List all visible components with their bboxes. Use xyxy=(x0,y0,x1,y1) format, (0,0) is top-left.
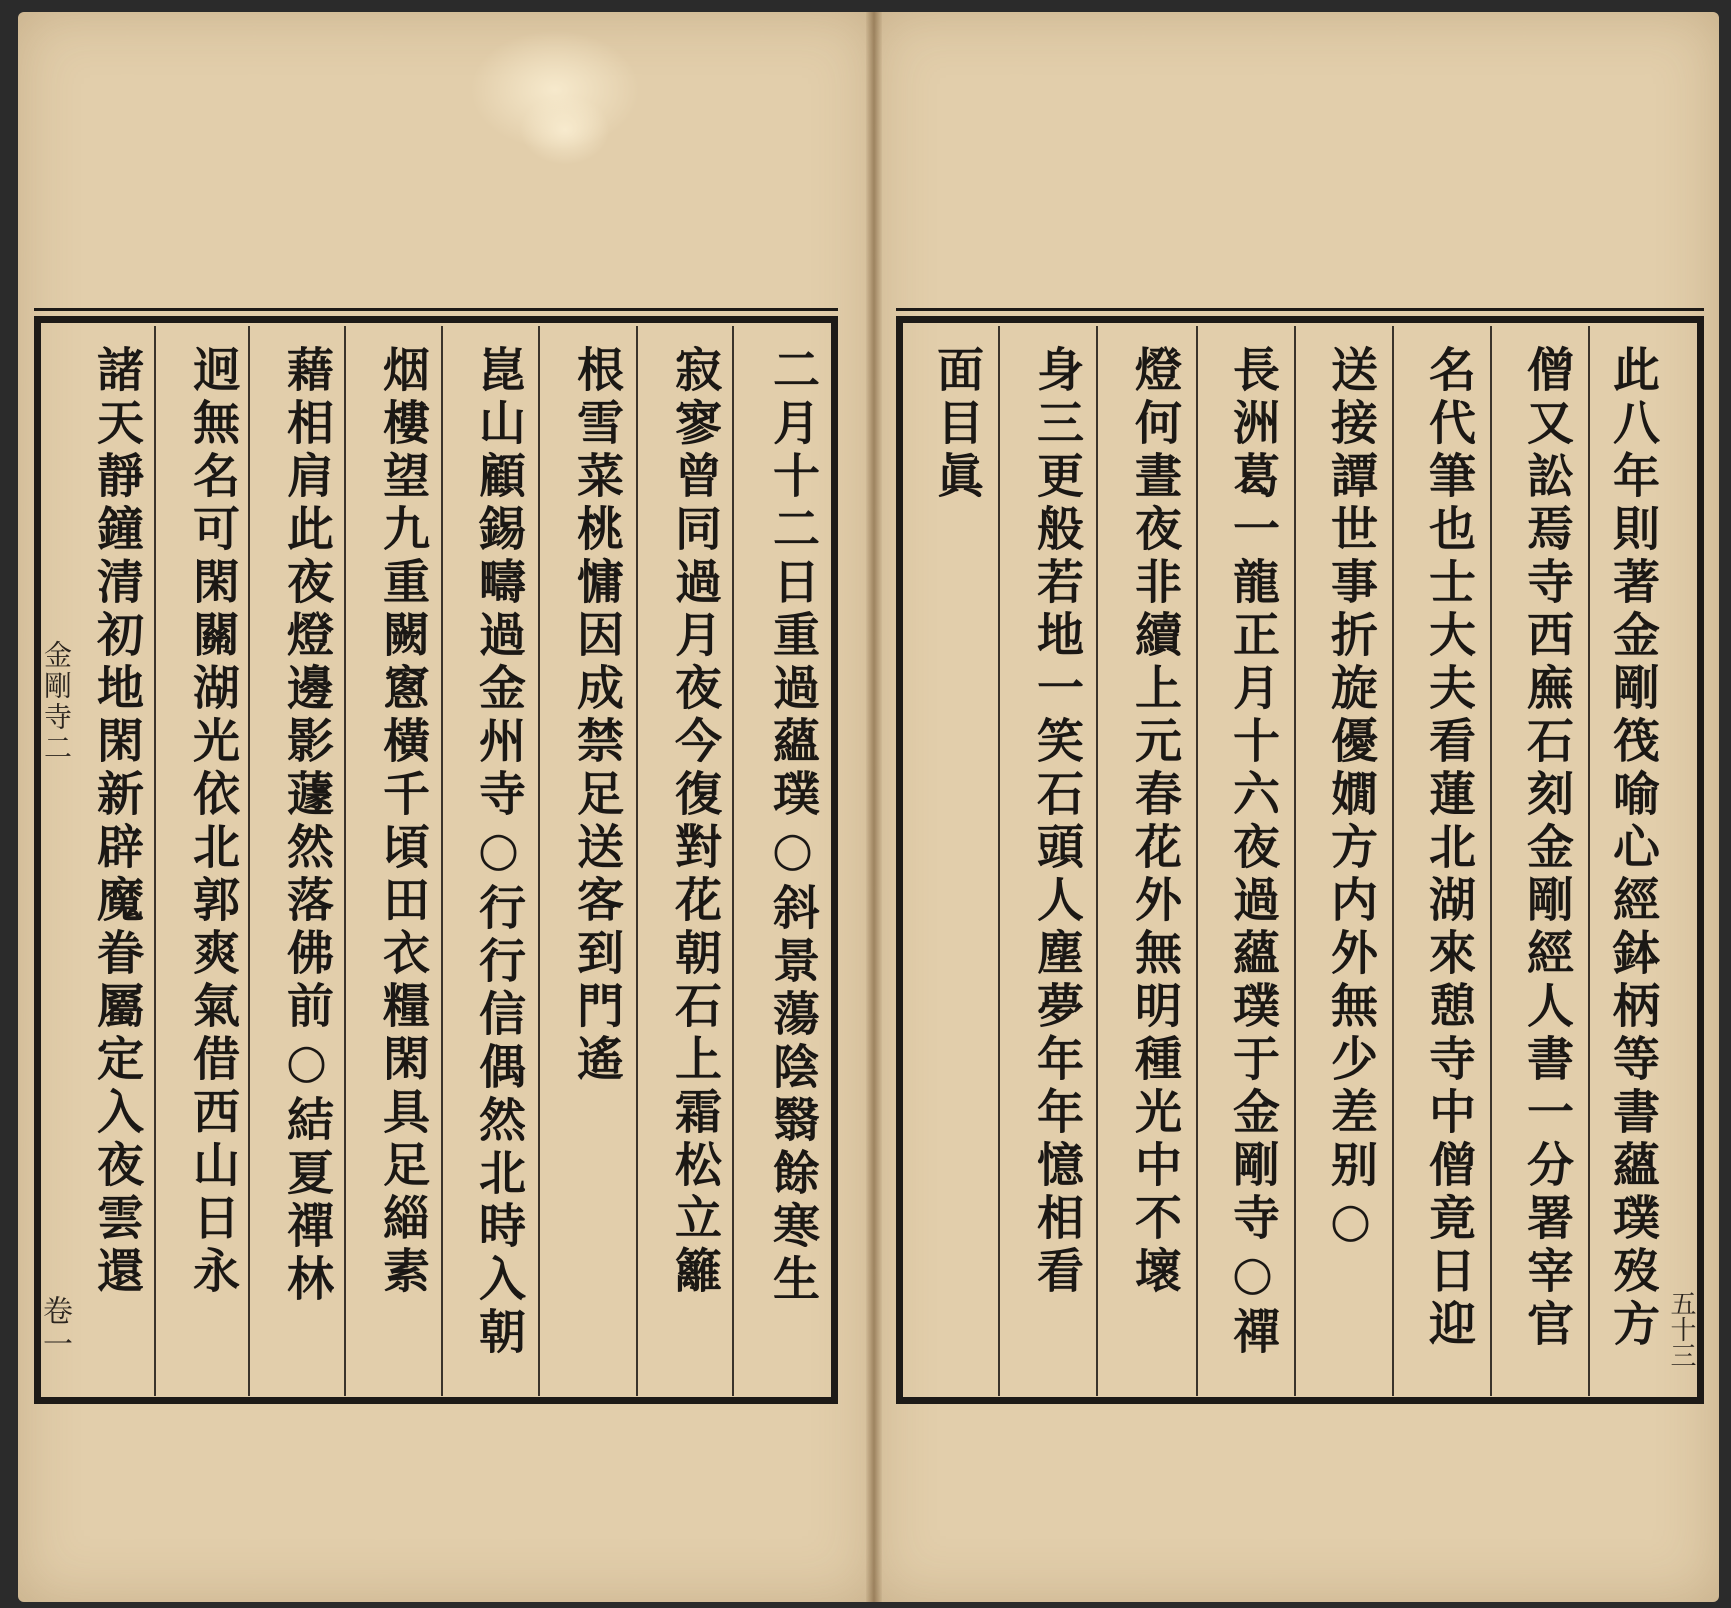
column-divider xyxy=(344,326,346,1396)
text-column: 燈何晝夜非續上元春花外無明種光中不壞 xyxy=(1127,345,1182,1299)
column-divider xyxy=(732,326,734,1396)
column-divider xyxy=(1490,326,1492,1396)
text-column: 諸天靜鐘清初地閑新辟魔眷屬定入夜雲還 xyxy=(89,345,144,1299)
column-divider xyxy=(154,326,156,1396)
margin-volume-label: 卷一 xyxy=(37,1295,72,1361)
column-divider xyxy=(441,326,443,1396)
column-divider xyxy=(538,326,540,1396)
text-column: 烟樓望九重闕窻橫千頃田衣糧閑具足緇素 xyxy=(375,345,430,1299)
text-column: 身三更般若地一笑石頭人塵夢年年憶相看 xyxy=(1029,345,1084,1299)
text-column: 名代筆也士大夫看蓮北湖來憩寺中僧竟日迎 xyxy=(1421,345,1476,1352)
text-column: 崑山顧錫疇過金州寺○行行信偶然北時入朝 xyxy=(471,345,526,1360)
text-column: 面目眞 xyxy=(929,345,984,504)
margin-title: 金剛寺二 xyxy=(40,640,73,764)
folio-number: 五十三 xyxy=(1666,1290,1696,1368)
column-divider xyxy=(1196,326,1198,1396)
column-divider xyxy=(998,326,1000,1396)
text-column: 僧又訟焉寺西廡石刻金剛經人書一分署宰官 xyxy=(1519,345,1574,1352)
text-column: 長洲葛一龍正月十六夜過蘊璞于金剛寺○禪 xyxy=(1225,345,1280,1360)
text-column: 寂寥曾同過月夜今復對花朝石上霜松立籬 xyxy=(667,345,722,1299)
column-divider xyxy=(1588,326,1590,1396)
text-column: 此八年則著金剛筏喻心經鉢柄等書蘊璞歿方 xyxy=(1605,345,1660,1352)
right-top-rule xyxy=(896,308,1704,311)
paper-stain xyxy=(520,95,610,165)
column-divider xyxy=(1096,326,1098,1396)
text-column: 藉相肩此夜燈邊影蘧然落佛前○結夏禪林 xyxy=(279,345,334,1307)
text-column: 根雪菜桃慵因成禁足送客到門遙 xyxy=(569,345,624,1087)
left-top-rule xyxy=(34,308,838,311)
column-divider xyxy=(636,326,638,1396)
text-column: 二月十二日重過蘊璞○斜景蕩陰翳餘寒生 xyxy=(765,345,820,1307)
book-gutter xyxy=(866,12,882,1602)
column-divider xyxy=(1294,326,1296,1396)
column-divider xyxy=(1392,326,1394,1396)
text-column: 送接譚世事折旋優嫺方内外無少差别○ xyxy=(1323,345,1378,1254)
text-column: 迥無名可閑關湖光依北郭爽氣借西山日永 xyxy=(185,345,240,1299)
